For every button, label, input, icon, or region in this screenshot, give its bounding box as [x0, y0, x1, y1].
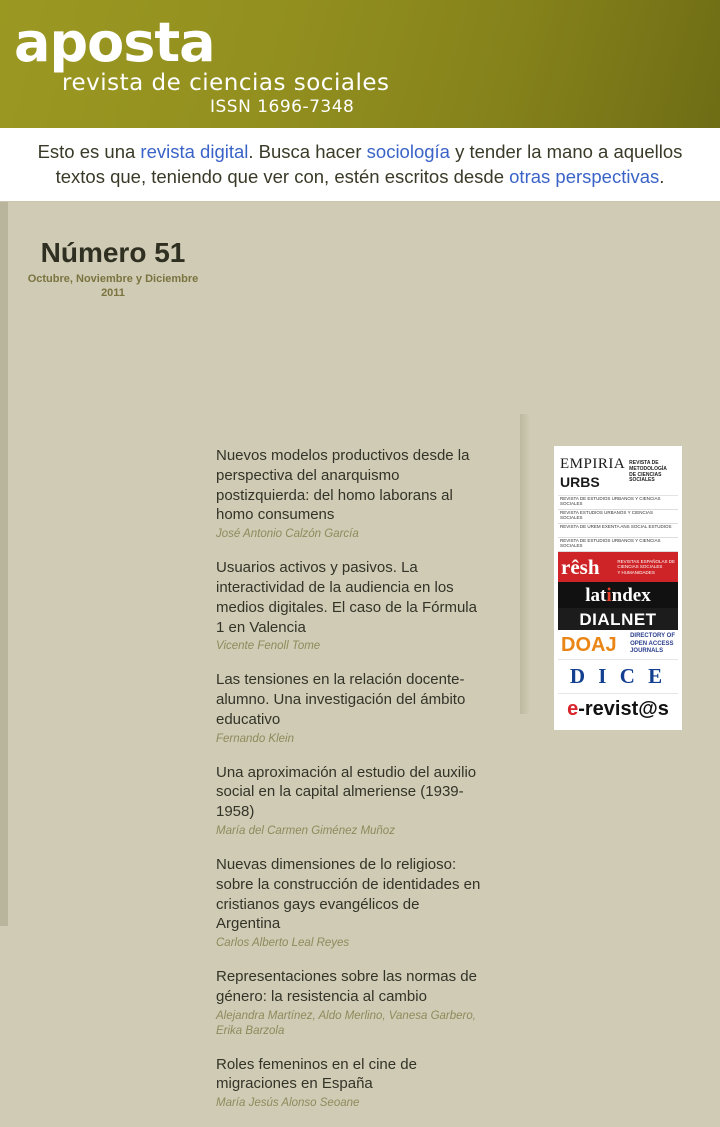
badge-latindex-post: ndex: [611, 584, 651, 606]
badge-empiria[interactable]: [558, 450, 678, 496]
journal-issn: ISSN 1696-7348: [210, 97, 355, 117]
badge-doaj-sub-line2: OPEN ACCESS: [630, 640, 674, 647]
toc-item-author: Fernando Klein: [216, 732, 294, 745]
badge-erevistas-rest: -revist@s: [578, 698, 669, 720]
issue-date: Octubre, Noviembre y Diciembre 2011: [27, 272, 199, 299]
issue-block: [18, 238, 208, 300]
badge-doaj[interactable]: [558, 630, 678, 660]
masthead: [0, 0, 720, 128]
toc-item-title[interactable]: Una aproximación al estudio del auxilio social en la capital almeriense (1939-1958): [216, 763, 477, 821]
badge-latindex-text: [585, 586, 650, 605]
toc-item-author: María del Carmen Giménez Muñoz: [216, 824, 395, 837]
badge-empiria-side-line4: SOCIALES: [629, 477, 655, 484]
badge-resh-sub-line1: REVISTAS ESPAÑOLAS DE: [617, 558, 675, 564]
badge-erevistas-e: e: [567, 698, 579, 720]
toc-item-title[interactable]: Usuarios activos y pasivos. La interactividad de la audiencia en los medios digitales. El caso de la Fórmula 1 en Valencia: [216, 559, 477, 636]
badge-dice[interactable]: [558, 660, 678, 694]
toc-item-title[interactable]: Las tensiones en la relación docente-alumno. Una investigación del ámbito educativo: [216, 671, 466, 728]
toc-item-author: José Antonio Calzón García: [216, 528, 359, 541]
toc-item[interactable]: [216, 967, 484, 1038]
tagline-part-4: .: [659, 165, 665, 187]
badge-resh-subtitle: [617, 559, 675, 575]
badge-doaj-subtitle: [630, 633, 675, 656]
toc-item[interactable]: [216, 1055, 484, 1112]
toc-item[interactable]: [216, 763, 484, 839]
tagline-band: [0, 128, 720, 202]
badge-resh-title: rêsh: [561, 554, 600, 579]
badge-resh[interactable]: [558, 552, 678, 582]
badge-strip-3: REVISTA DE UREM EXENTA ANS SOCIAL ESTUDIOS: [558, 524, 678, 538]
badge-empiria-side-line3: DE CIENCIAS: [629, 471, 662, 478]
column-divider: [520, 414, 530, 714]
toc-item-author: Carlos Alberto Leal Reyes: [216, 937, 350, 950]
table-of-contents: [216, 446, 484, 1127]
toc-item[interactable]: [216, 446, 484, 542]
tagline-link-sociologia[interactable]: sociología: [366, 140, 450, 162]
badge-dice-text: D I C E: [569, 664, 667, 688]
badge-empiria-side-text: [625, 461, 667, 484]
content-area: [0, 202, 720, 1110]
badge-empiria-side-line2: METODOLOGÍA: [629, 465, 667, 472]
journal-logo-title: aposta: [14, 11, 215, 74]
toc-item[interactable]: [216, 558, 484, 654]
tagline-part-3: y tender la mano a aquellos textos que, teniendo que ver con, estén escritos desde: [55, 140, 683, 187]
badge-resh-sub-line2: CIENCIAS SOCIALES: [617, 564, 663, 570]
badge-dialnet-text: DIALNET: [579, 609, 657, 629]
badge-strip-1: REVISTA DE ESTUDIOS URBANOS Y CIENCIAS SOCIALES: [558, 496, 678, 510]
toc-item-title[interactable]: Representaciones sobre las normas de género: la resistencia al cambio: [216, 968, 477, 1005]
toc-item-title[interactable]: Nuevos modelos productivos desde la perspectiva del anarquismo postizquierda: del homo laborans al homo consumens: [216, 447, 470, 524]
tagline-part-2: . Busca hacer: [248, 140, 367, 162]
badge-doaj-sub-line3: JOURNALS: [630, 648, 664, 655]
badge-erevistas[interactable]: [558, 694, 678, 724]
toc-item-author: María Jesús Alonso Seoane: [216, 1097, 360, 1110]
tagline-link-otras-perspectivas[interactable]: otras perspectivas: [509, 165, 660, 187]
issue-number: Número 51: [40, 237, 186, 268]
toc-item-title[interactable]: Nuevas dimensiones de lo religioso: sobre la construcción de identidades en cristianos gays evangélicos de Argentina: [216, 855, 481, 933]
toc-item-title[interactable]: Roles femeninos en el cine de migraciones en España: [216, 1055, 417, 1093]
badge-empiria-side-line1: REVISTA DE: [629, 460, 659, 466]
badge-strip-4: REVISTA DE ESTUDIOS URBANOS Y CIENCIAS SOCIALES: [558, 538, 678, 552]
badge-erevistas-text: [567, 699, 669, 719]
badge-latindex[interactable]: [558, 582, 678, 608]
tagline-part-1: Esto es una: [37, 140, 141, 162]
toc-item[interactable]: [216, 855, 484, 951]
badge-dialnet[interactable]: [558, 608, 678, 630]
journal-subtitle: revista de ciencias sociales: [62, 70, 390, 96]
badge-latindex-pre: lat: [585, 584, 607, 606]
toc-item-author: Vicente Fenoll Tome: [216, 640, 321, 653]
badge-latindex-dot: i: [606, 584, 612, 606]
badge-doaj-sub-line1: DIRECTORY OF: [630, 633, 675, 640]
indexing-badges-panel: [554, 446, 682, 730]
tagline-link-revista-digital[interactable]: revista digital: [140, 140, 249, 162]
tagline-text: [15, 140, 705, 190]
badge-doaj-title: DOAJ: [561, 633, 617, 656]
toc-item[interactable]: [216, 670, 484, 746]
toc-item-author: Alejandra Martínez, Aldo Merlino, Vanesa Garbero, Erika Barzola: [216, 1009, 476, 1037]
badge-resh-sub-line3: Y HUMANIDADES: [617, 569, 655, 575]
badge-empiria-word1: EMPIRIA: [560, 455, 626, 472]
masthead-inner: [0, 0, 720, 116]
badge-strip-2: REVISTA ESTUDIOS URBANOS Y CIENCIAS SOCIALES: [558, 510, 678, 524]
badge-empiria-word2: URBS: [560, 473, 600, 490]
left-rail: [0, 202, 8, 926]
